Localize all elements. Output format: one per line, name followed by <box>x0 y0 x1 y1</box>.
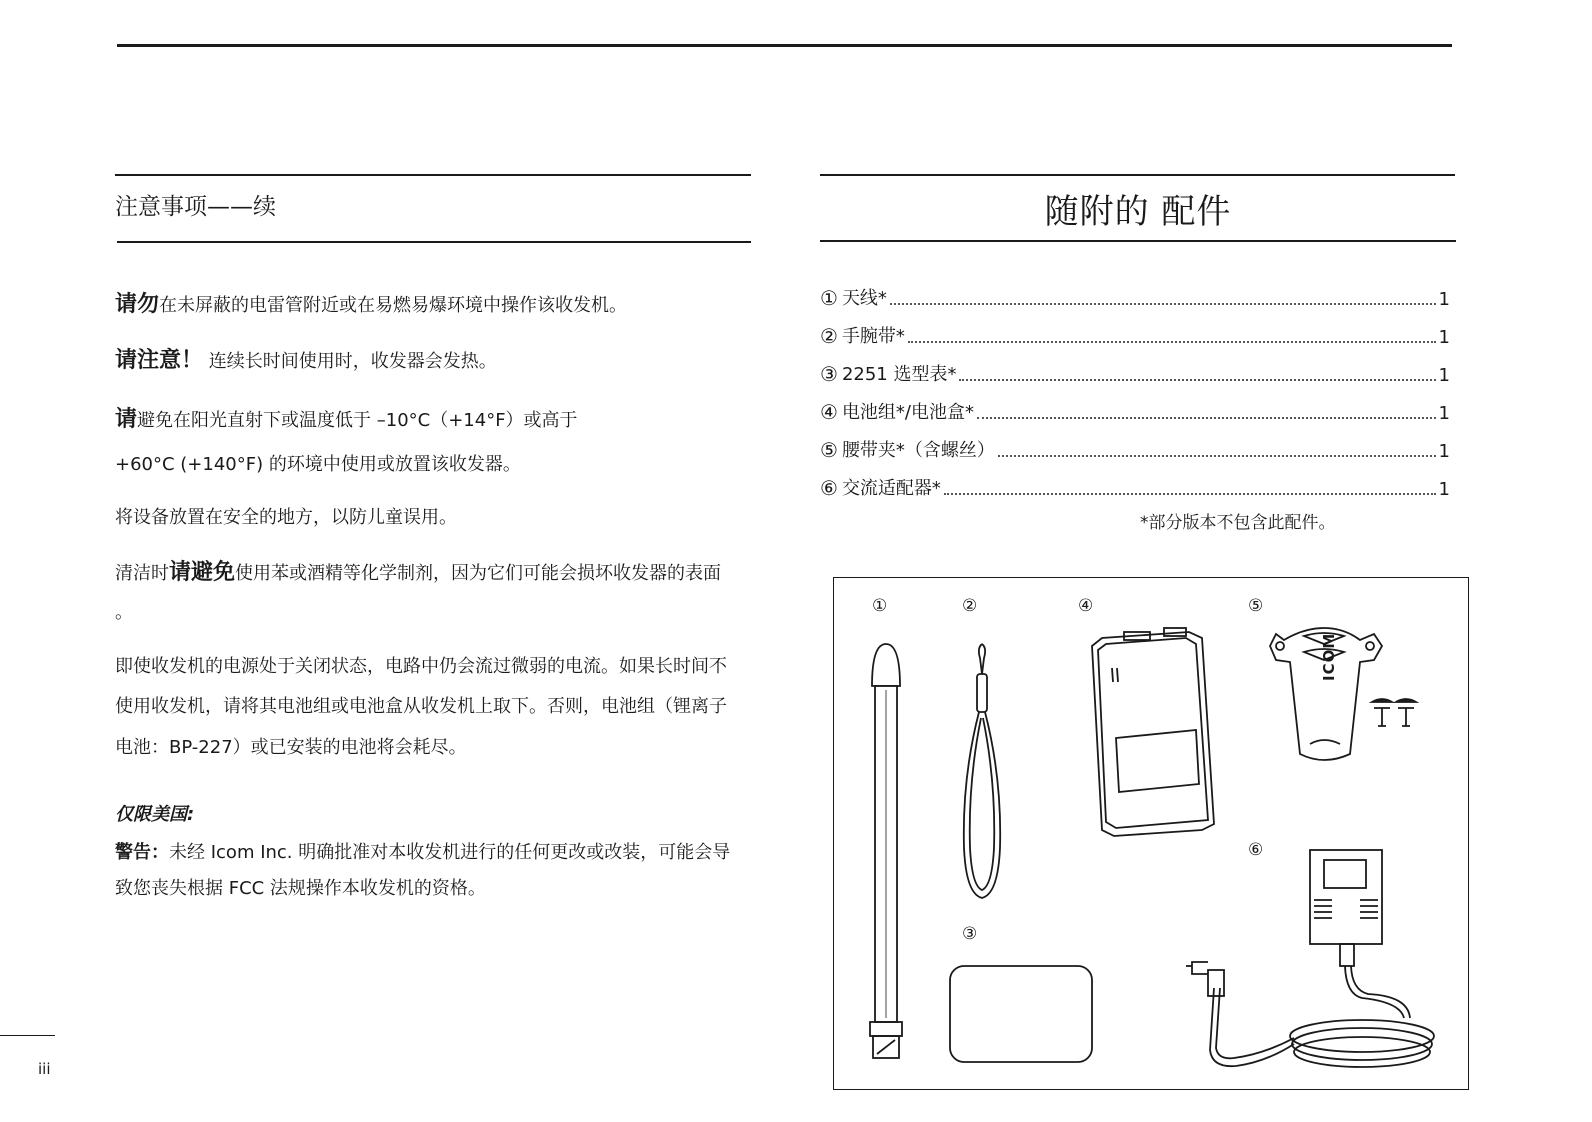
caution-paragraph-5-line2: 。 <box>115 602 133 623</box>
caution-paragraph-3-line2: +60°C (+140°F) 的环境中使用或放置该收发器。 <box>115 454 521 475</box>
accessory-qty: 1 <box>1438 403 1450 424</box>
page-number-rule <box>0 1035 55 1036</box>
accessory-qty: 1 <box>1438 327 1450 348</box>
caution-paragraph-6-line2: 使用收发机，请将其电池组或电池盒从收发机上取下。否则，电池组（锂离子 <box>115 696 727 717</box>
accessory-row <box>820 398 1450 424</box>
antenna-icon <box>870 644 902 1058</box>
accessories-heading: 随附的 配件 <box>1044 192 1232 232</box>
accessory-number: ① <box>820 286 838 310</box>
caution-paragraph-4: 将设备放置在安全的地方，以防儿童误用。 <box>115 507 457 528</box>
caution-paragraph-5 <box>115 555 721 586</box>
figure-label-selection-chart: ③ <box>962 924 978 944</box>
warning-text: 未经 Icom Inc. 明确批准对本收发机进行的任何更改或改装，可能会导 <box>169 842 731 863</box>
left-heading-bottom-rule <box>117 241 751 243</box>
accessory-number: ⑥ <box>820 476 838 500</box>
section-heading: 注意事项——续 <box>115 194 276 220</box>
figure-label-ac-adapter: ⑥ <box>1248 840 1264 860</box>
caution-text: 使用苯或酒精等化学制剂，因为它们可能会损坏收发器的表面 <box>235 563 722 584</box>
dot-leader <box>890 303 1436 305</box>
accessory-name: 天线* <box>841 288 887 309</box>
accessory-name: 2251 选型表* <box>841 364 957 385</box>
caution-paragraph-3 <box>115 402 578 433</box>
caution-keyword: 请注意！ <box>115 348 204 373</box>
accessory-number: ⑤ <box>820 438 838 462</box>
clip-logo-text: ICOM <box>1320 632 1338 681</box>
right-heading-bottom-rule <box>820 240 1456 242</box>
figure-label-antenna: ① <box>872 596 888 616</box>
caution-text: 清洁时 <box>115 563 169 584</box>
accessory-number: ③ <box>820 362 838 386</box>
selection-chart-icon <box>950 966 1092 1062</box>
caution-paragraph-6-line3: 电池：BP-227）或已安装的电池将会耗尽。 <box>115 737 467 758</box>
left-heading-top-rule <box>115 174 751 176</box>
figure-label-battery: ④ <box>1078 596 1094 616</box>
caution-keyword: 请 <box>115 407 138 432</box>
wrist-strap-icon <box>964 644 1000 898</box>
caution-paragraph-2 <box>115 343 497 374</box>
accessory-number: ④ <box>820 400 838 424</box>
caution-text: 避免在阳光直射下或温度低于 –10°C（+14°F）或高于 <box>137 410 578 431</box>
usa-only-label: 仅限美国: <box>115 804 195 825</box>
accessory-row <box>820 474 1450 500</box>
dot-leader <box>959 379 1435 381</box>
accessory-name: 交流适配器* <box>841 478 941 499</box>
accessory-row <box>820 436 1450 462</box>
accessory-qty: 1 <box>1438 441 1450 462</box>
figure-label-wrist-strap: ② <box>962 596 978 616</box>
accessory-name: 电池组*/电池盒* <box>841 402 975 423</box>
dot-leader <box>908 341 1436 343</box>
accessory-footnote: *部分版本不包含此配件。 <box>1140 513 1336 533</box>
warning-line-1 <box>115 838 730 864</box>
caution-text: 连续长时间使用时，收发器会发热。 <box>208 351 497 372</box>
accessory-row <box>820 322 1450 348</box>
usa-only-title <box>115 800 194 826</box>
dot-leader <box>977 417 1436 419</box>
accessory-name: 手腕带* <box>841 326 905 347</box>
accessory-name: 腰带夹*（含螺丝） <box>841 440 995 461</box>
ac-adapter-icon <box>1186 850 1434 1067</box>
caution-keyword: 请避免 <box>169 560 236 585</box>
dot-leader <box>944 493 1436 495</box>
accessory-row <box>820 360 1450 386</box>
right-heading-top-rule <box>820 174 1455 176</box>
figure-label-belt-clip: ⑤ <box>1248 596 1264 616</box>
caution-paragraph-1 <box>115 287 627 318</box>
accessory-qty: 1 <box>1438 289 1450 310</box>
accessory-number: ② <box>820 324 838 348</box>
accessory-qty: 1 <box>1438 479 1450 500</box>
accessory-row <box>820 284 1450 310</box>
belt-clip-icon <box>1270 628 1416 760</box>
caution-text: 在未屏蔽的电雷管附近或在易燃易爆环境中操作该收发机。 <box>159 295 628 316</box>
dot-leader <box>998 455 1436 457</box>
top-rule <box>117 44 1452 47</box>
page-number: iii <box>38 1060 51 1078</box>
accessory-qty: 1 <box>1438 365 1450 386</box>
accessories-illustration <box>834 578 1470 1091</box>
warning-line-2: 致您丧失根据 FCC 法规操作本收发机的资格。 <box>115 878 486 899</box>
warning-keyword: 警告： <box>115 842 169 863</box>
battery-pack-icon <box>1092 628 1214 836</box>
accessories-figure <box>833 577 1469 1090</box>
caution-paragraph-6-line1: 即使收发机的电源处于关闭状态，电路中仍会流过微弱的电流。如果长时间不 <box>115 656 727 677</box>
caution-keyword: 请勿 <box>115 292 160 317</box>
